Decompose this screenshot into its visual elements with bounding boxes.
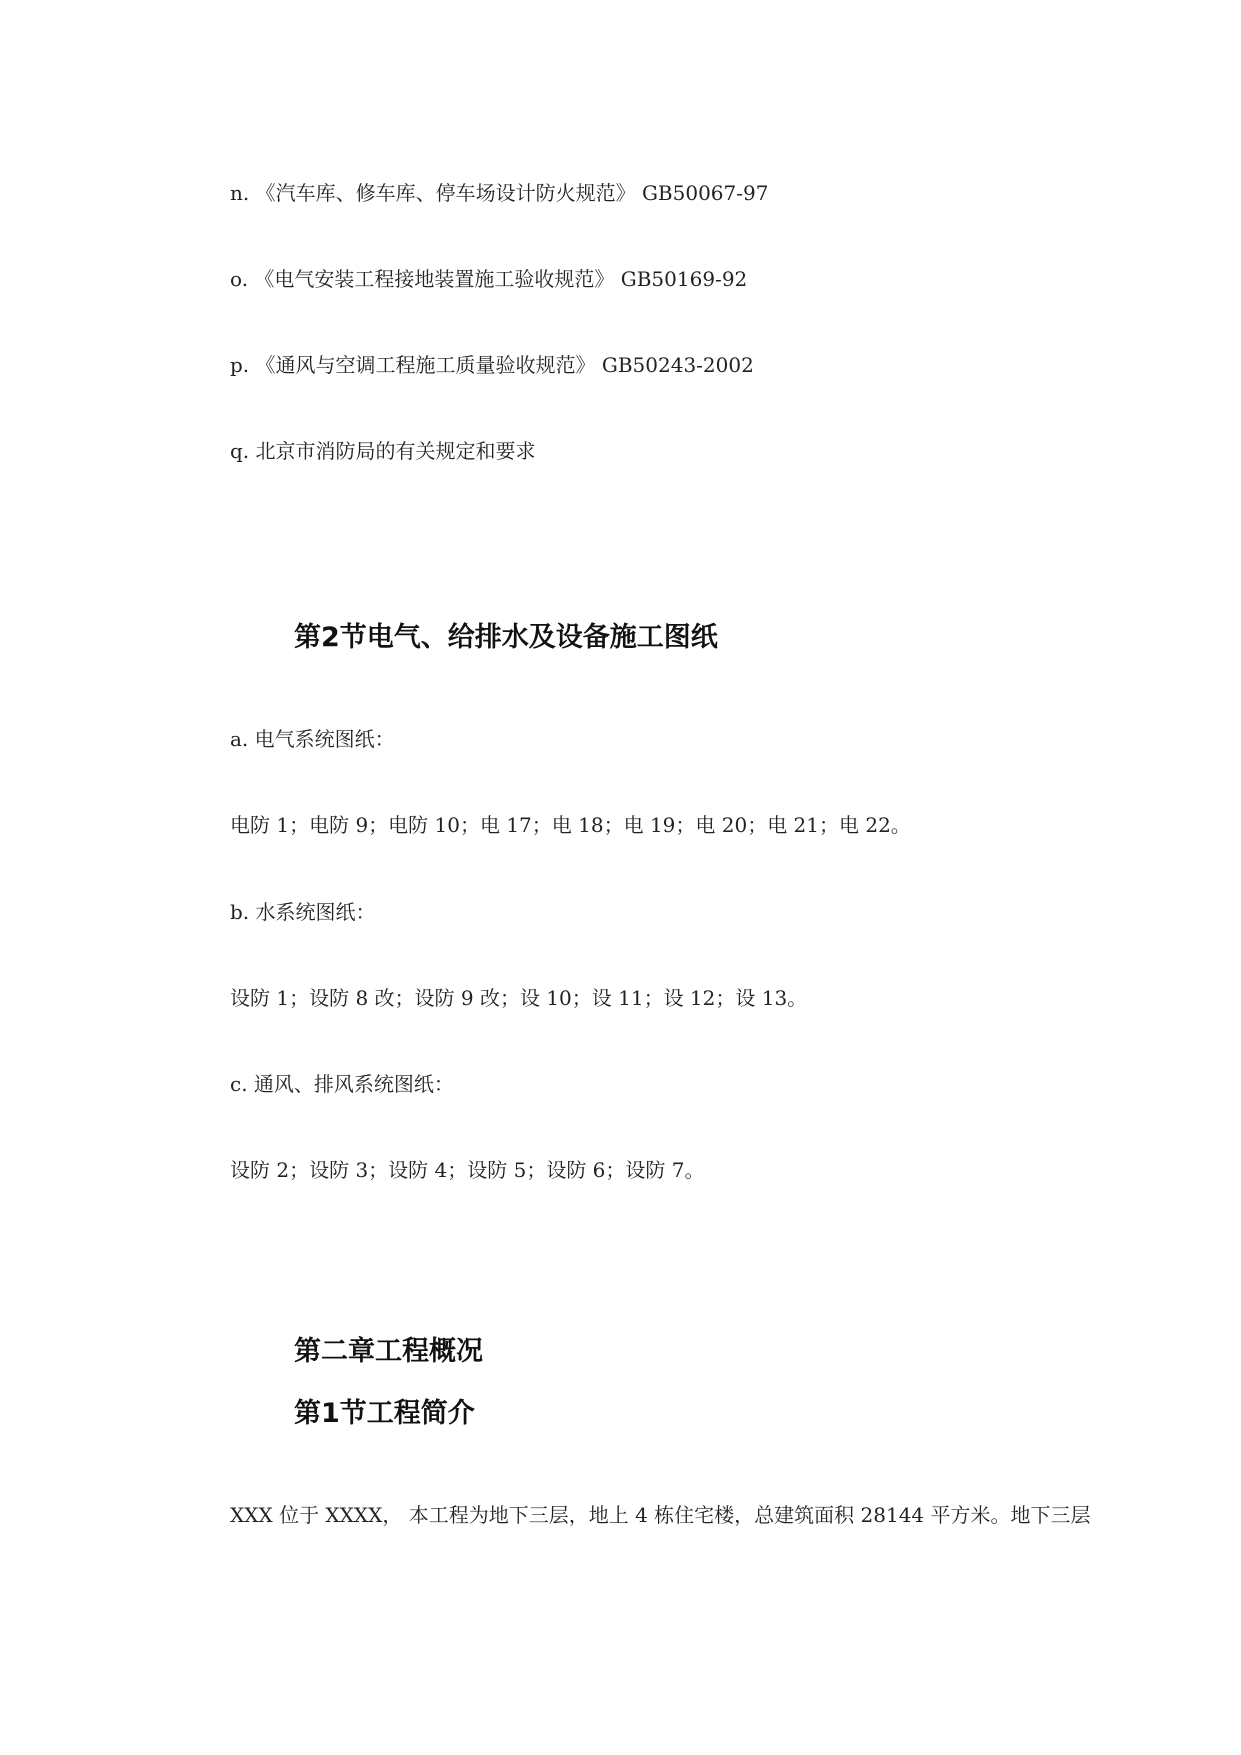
project-intro-paragraph: XXX 位于 XXXX， 本工程为地下三层，地上 4 栋住宅楼，总建筑面积 28144 平方米。地下三层 [230,1503,1091,1527]
standard-item-q: q. 北京市消防局的有关规定和要求 [230,439,536,463]
water-drawings-list: 设防 1；设防 8 改；设防 9 改；设 10；设 11；设 12；设 13。 [230,986,808,1010]
standard-item-n: n. 《汽车库、修车库、停车场设计防火规范》 GB50067-97 [230,181,769,205]
section-2-heading: 第2节电气、给排水及设备施工图纸 [294,622,718,653]
ventilation-drawings-list: 设防 2；设防 3；设防 4；设防 5；设防 6；设防 7。 [230,1158,705,1182]
standard-item-o: o. 《电气安装工程接地装置施工验收规范》 GB50169-92 [230,267,748,291]
electrical-drawings-label: a. 电气系统图纸： [230,727,395,751]
chapter-2-title: 第二章工程概况 [294,1336,483,1367]
ventilation-drawings-label: c. 通风、排风系统图纸： [230,1072,454,1096]
electrical-drawings-list: 电防 1；电防 9；电防 10；电 17；电 18；电 19；电 20；电 21；电 22。 [230,813,911,837]
section-1-heading: 第1节工程简介 [294,1398,475,1429]
standard-item-p: p. 《通风与空调工程施工质量验收规范》 GB50243-2002 [230,353,754,377]
water-drawings-label: b. 水系统图纸： [230,900,376,924]
